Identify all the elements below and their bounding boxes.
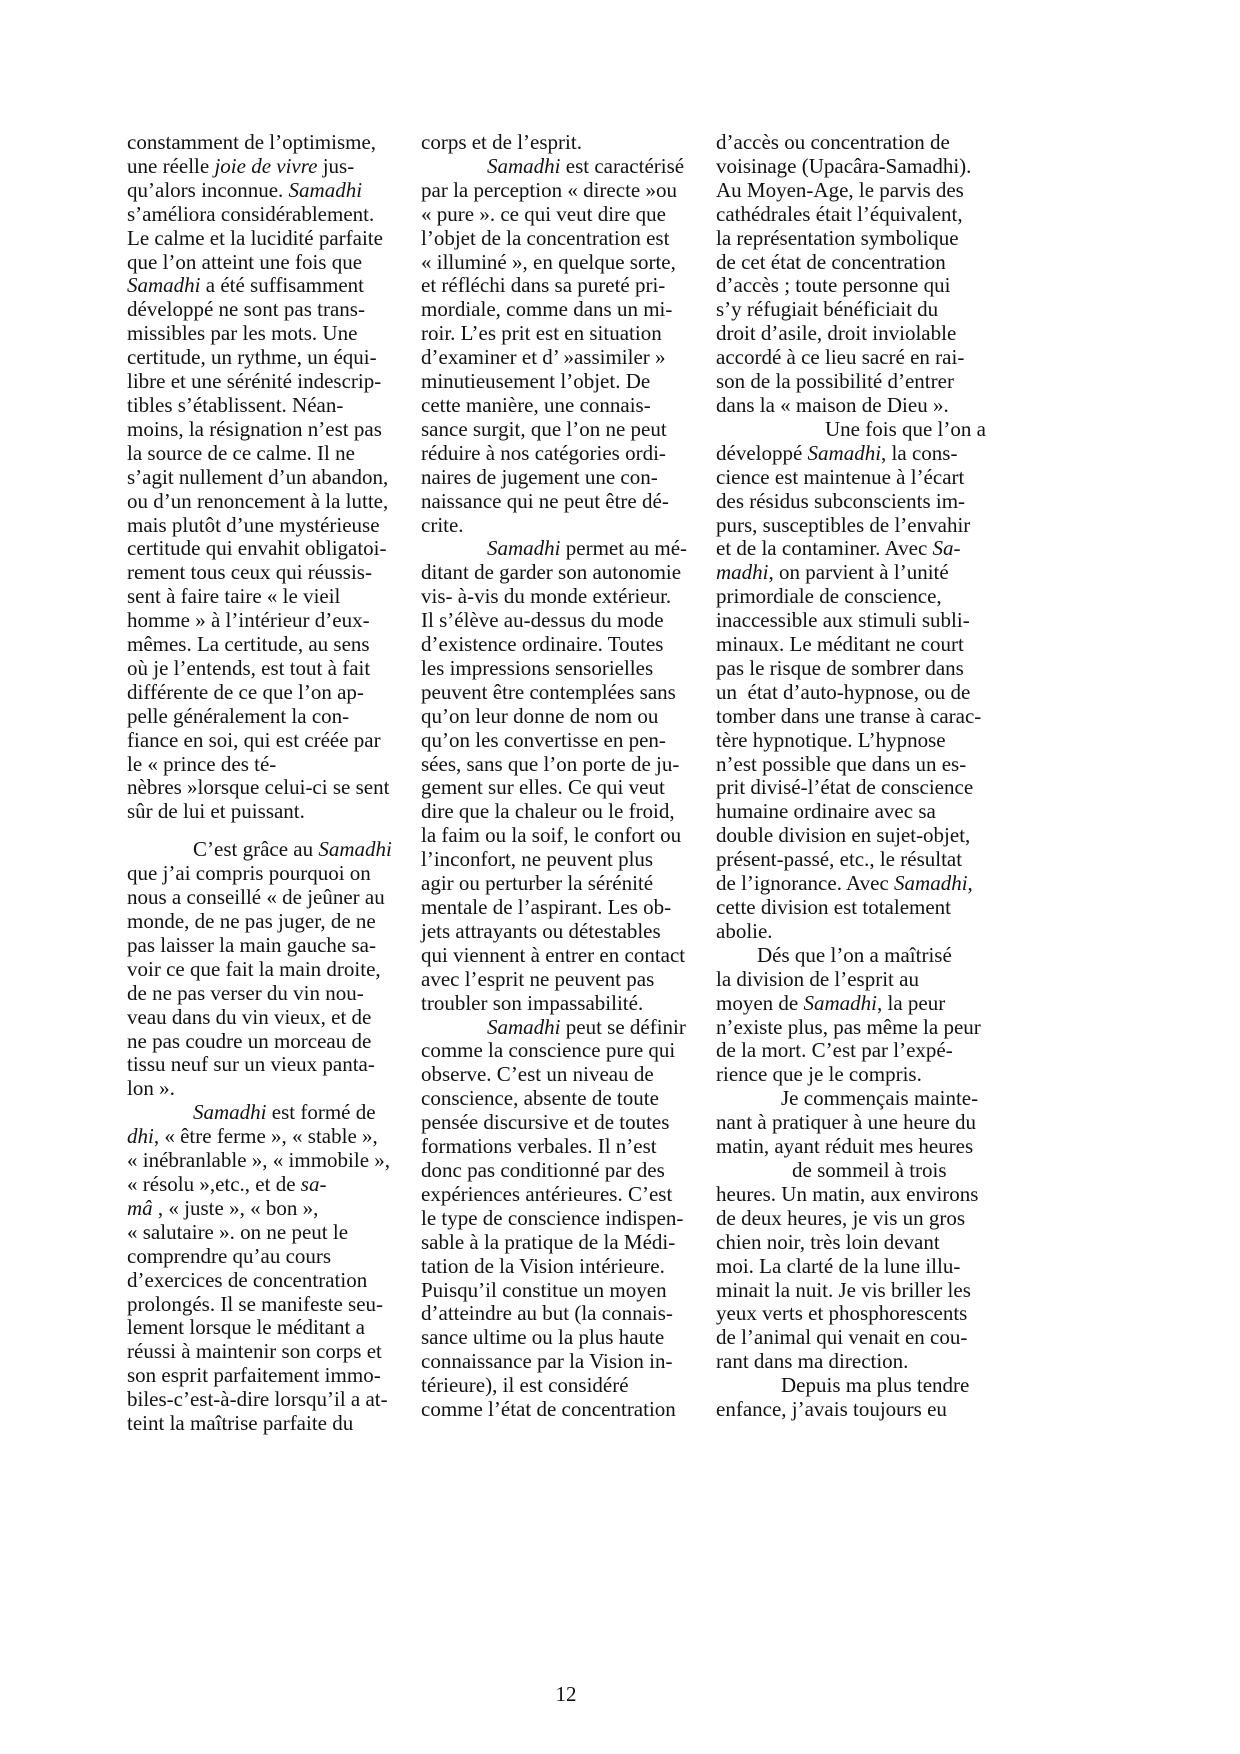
text-line: moyen de Samadhi, la peur <box>716 990 946 1015</box>
text-line: mâ , « juste », « bon », <box>127 1195 319 1220</box>
text-line: fiance en soi, qui est créée par <box>127 727 381 752</box>
text-line: certitude, un rythme, un équi- <box>127 345 377 370</box>
text-line: une réelle joie de vivre jus- <box>127 153 355 178</box>
text-line: térieure), il est considéré <box>421 1373 629 1398</box>
text-line: comme la conscience pure qui <box>421 1038 676 1063</box>
text-line: nèbres »lorsque celui-ci se sent <box>127 775 390 800</box>
text-line: veau dans du vin vieux, et de <box>127 1004 372 1029</box>
text-line: voir ce que fait la main droite, <box>127 956 381 981</box>
text-line: minutieusement l’objet. De <box>421 369 651 394</box>
text-line: abolie. <box>716 918 773 943</box>
text-line: et de la contaminer. Avec Sa- <box>716 536 961 561</box>
text-line: de la mort. C’est par l’expé- <box>716 1038 953 1063</box>
text-line: de cet état de concentration <box>716 249 946 274</box>
text-line: constamment de l’optimisme, <box>127 130 377 154</box>
text-line: mêmes. La certitude, au sens <box>127 632 370 657</box>
text-line: teint la maîtrise parfaite du <box>127 1411 354 1436</box>
text-line: lement lorsque le méditant a <box>127 1315 365 1340</box>
text-line: qu’alors inconnue. Samadhi <box>127 177 363 202</box>
text-line: biles-c’est-à-dire lorsqu’il a at- <box>127 1387 388 1412</box>
text-line: Il s’élève au-dessus du mode <box>421 608 664 633</box>
text-line: tissu neuf sur un vieux panta- <box>127 1052 375 1077</box>
text-line: double division en sujet-objet, <box>716 823 971 848</box>
text-line: « inébranlable », « immobile », <box>127 1148 391 1173</box>
text-line: Au Moyen-Age, le parvis des <box>716 177 964 202</box>
text-line: que j’ai compris pourquoi on <box>127 861 371 886</box>
text-line: et réfléchi dans sa pureté pri- <box>421 273 666 298</box>
text-line: présent-passé, etc., le résultat <box>716 847 963 872</box>
text-line: de sommeil à trois <box>792 1157 947 1182</box>
text-line: comprendre qu’au cours <box>127 1243 332 1268</box>
text-line: sent à faire taire « le vieil <box>127 584 341 609</box>
text-line: Dés que l’on a maîtrisé <box>757 942 952 967</box>
text-line: minait la nuit. Je vis briller les <box>716 1277 971 1302</box>
text-line: missibles par les mots. Une <box>127 321 358 346</box>
text-line: cette division est totalement <box>716 895 952 919</box>
text-line: mais plutôt d’une mystérieuse <box>127 512 380 537</box>
text-line: qu’on leur donne de nom ou <box>421 703 659 728</box>
text-line: peuvent être contemplées sans <box>421 679 676 704</box>
text-line: les impressions sensorielles <box>421 655 654 680</box>
text-line: « pure ». ce qui veut dire que <box>421 201 666 226</box>
text-line: naissance qui ne peut être dé- <box>421 488 669 513</box>
text-line: le type de conscience indispen- <box>421 1205 684 1230</box>
text-line: prolongés. Il se manifeste seu- <box>127 1291 384 1316</box>
text-line: Samadhi est caractérisé <box>487 153 685 178</box>
text-line: naires de jugement une con- <box>421 464 658 489</box>
text-line: ne pas coudre un morceau de <box>127 1028 372 1053</box>
text-line: un état d’auto-hypnose, ou de <box>716 679 971 704</box>
text-line: où je l’entends, est tout à fait <box>127 655 371 680</box>
text-line: sable à la pratique de la Médi- <box>421 1229 676 1254</box>
text-line: Une fois que l’on a <box>825 416 986 441</box>
text-line: différente de ce que l’on ap- <box>127 679 364 704</box>
text-line: donc pas conditionné par des <box>421 1157 665 1182</box>
text-line: corps et de l’esprit. <box>421 130 582 154</box>
text-line: « salutaire ». on ne peut le <box>127 1219 349 1244</box>
text-line: cathédrales était l’équivalent, <box>716 201 963 226</box>
text-line: droit d’asile, droit inviolable <box>716 321 957 346</box>
text-line: s’agit nullement d’un abandon, <box>127 464 389 489</box>
text-line: certitude qui envahit obligatoi- <box>127 536 387 561</box>
text-line: d’existence ordinaire. Toutes <box>421 632 664 657</box>
text-line: voisinage (Upacâra-Samadhi). <box>716 153 972 178</box>
text-line: nous a conseillé « de jeûner au <box>127 885 385 910</box>
text-line: Je commençais mainte- <box>781 1086 979 1111</box>
text-line: tation de la Vision intérieure. <box>421 1253 665 1278</box>
text-line: formations verbales. Il n’est <box>421 1134 657 1159</box>
text-line: chien noir, très loin devant <box>716 1229 940 1254</box>
text-line: pas laisser la main gauche sa- <box>127 932 376 957</box>
text-line: prit divisé-l’état de conscience <box>716 775 974 800</box>
text-line: de l’animal qui venait en cou- <box>716 1325 968 1350</box>
text-line: moins, la résignation n’est pas <box>127 416 382 441</box>
text-line: mordiale, comme dans un mi- <box>421 297 673 322</box>
text-line: troubler son impassabilité. <box>421 990 644 1015</box>
text-line: Puisqu’il constitue un moyen <box>421 1277 667 1302</box>
text-line: humaine ordinaire avec sa <box>716 799 936 824</box>
text-line: madhi, on parvient à l’unité <box>716 560 949 585</box>
text-line: C’est grâce au Samadhi <box>193 837 392 862</box>
text-line: Samadhi permet au mé- <box>487 536 688 561</box>
text-line: d’exercices de concentration <box>127 1267 368 1292</box>
text-line: ou d’un renoncement à la lutte, <box>127 488 389 513</box>
text-line: de l’ignorance. Avec Samadhi, <box>716 871 973 896</box>
text-line: cette manière, une connais- <box>421 392 651 417</box>
text-line: observe. C’est un niveau de <box>421 1062 654 1087</box>
text-line: la représentation symbolique <box>716 225 959 250</box>
text-line: n’existe plus, pas même la peur <box>716 1014 981 1039</box>
text-line: pelle généralement la con- <box>127 703 350 728</box>
text-line: matin, ayant réduit mes heures <box>716 1134 974 1159</box>
text-line: heures. Un matin, aux environs <box>716 1181 979 1206</box>
text-line: développé ne sont pas trans- <box>127 297 365 322</box>
text-line: d’accès ; toute personne qui <box>716 273 951 298</box>
text-line: développé Samadhi, la cons- <box>716 440 958 465</box>
text-line: Depuis ma plus tendre <box>781 1373 970 1398</box>
text-line: homme » à l’intérieur d’eux- <box>127 608 370 633</box>
text-line: moi. La clarté de la lune illu- <box>716 1253 961 1278</box>
page-number: 12 <box>555 1682 577 1706</box>
text-line: vis- à-vis du monde extérieur. <box>421 584 672 609</box>
text-line: dans la « maison de Dieu ». <box>716 392 949 417</box>
text-line: pas le risque de sombrer dans <box>716 655 964 680</box>
text-line: tibles s’établissent. Néan- <box>127 392 344 417</box>
text-line: réduire à nos catégories ordi- <box>421 440 666 465</box>
text-line: roir. L’es prit est en situation <box>421 321 662 346</box>
text-line: d’accès ou concentration de <box>716 130 950 154</box>
text-line: pensée discursive et de toutes <box>421 1110 670 1135</box>
text-line: s’améliora considérablement. <box>127 201 375 226</box>
text-line: « résolu »,etc., et de sa- <box>127 1171 327 1196</box>
text-line: sance ultime ou la plus haute <box>421 1325 665 1350</box>
text-line: primordiale de conscience, <box>716 584 942 609</box>
text-line: qu’on les convertisse en pen- <box>421 727 666 752</box>
text-line: son de la possibilité d’entrer <box>716 369 954 394</box>
text-line: comme l’état de concentration <box>421 1397 676 1422</box>
text-line: dire que la chaleur ou le froid, <box>421 799 675 824</box>
text-line: sées, sans que l’on porte de ju- <box>421 751 680 776</box>
text-line: rement tous ceux qui réussis- <box>127 560 372 585</box>
text-line: Samadhi peut se définir <box>487 1014 686 1039</box>
text-line: Le calme et la lucidité parfaite <box>127 225 383 250</box>
text-line: Samadhi a été suffisamment <box>127 273 364 298</box>
text-line: d’examiner et d’ »assimiler » <box>421 345 666 370</box>
text-line: libre et une sérénité indescrip- <box>127 369 382 394</box>
text-line: de ne pas verser du vin nou- <box>127 980 364 1005</box>
text-line: l’objet de la concentration est <box>421 225 670 250</box>
text-line: yeux verts et phosphorescents <box>716 1301 968 1326</box>
text-line: jets attrayants ou détestables <box>421 918 661 943</box>
text-line: son esprit parfaitement immo- <box>127 1363 381 1388</box>
text-line: purs, susceptibles de l’envahir <box>716 512 971 537</box>
text-column-2 <box>421 131 721 1422</box>
text-line: gement sur elles. Ce qui veut <box>421 775 665 800</box>
text-line: Samadhi est formé de <box>193 1100 376 1125</box>
text-line: des résidus subconscients im- <box>716 488 966 513</box>
text-line: la source de ce calme. Il ne <box>127 440 355 465</box>
text-line: la faim ou la soif, le confort ou <box>421 823 682 848</box>
text-line: d’atteindre au but (la connais- <box>421 1301 673 1326</box>
text-line: tère hypnotique. L’hypnose <box>716 727 946 752</box>
text-line: de deux heures, je vis un gros <box>716 1205 966 1230</box>
text-line: conscience, absente de toute <box>421 1086 659 1111</box>
text-line: par la perception « directe »ou <box>421 177 677 202</box>
text-line: sance surgit, que l’on ne peut <box>421 416 667 441</box>
text-line: tomber dans une transe à carac- <box>716 703 982 728</box>
text-line: l’inconfort, ne peuvent plus <box>421 847 654 872</box>
text-line: « illuminé », en quelque sorte, <box>421 249 676 274</box>
text-line: expériences antérieures. C’est <box>421 1181 673 1206</box>
text-line: mentale de l’aspirant. Les ob- <box>421 895 672 919</box>
text-column-3 <box>716 131 1016 1422</box>
text-line: sûr de lui et puissant. <box>127 799 305 824</box>
text-line: minaux. Le méditant ne court <box>716 632 964 657</box>
text-line: connaissance par la Vision in- <box>421 1349 673 1374</box>
text-line: s’y réfugiait bénéficiait du <box>716 297 939 322</box>
text-line: rience que je le compris. <box>716 1062 922 1087</box>
text-line: n’est possible que dans un es- <box>716 751 967 776</box>
text-column-1 <box>127 131 427 1436</box>
text-line: nant à pratiquer à une heure du <box>716 1110 977 1135</box>
text-line: qui viennent à entrer en contact <box>421 942 686 967</box>
text-line: dhi, « être ferme », « stable », <box>127 1124 378 1149</box>
text-line: le « prince des té- <box>127 751 277 776</box>
text-line: que l’on atteint une fois que <box>127 249 363 274</box>
text-line: monde, de ne pas juger, de ne <box>127 909 376 933</box>
text-line: ditant de garder son autonomie <box>421 560 682 585</box>
text-line: accordé à ce lieu sacré en rai- <box>716 345 965 370</box>
text-line: la division de l’esprit au <box>716 966 919 991</box>
text-line: enfance, j’avais toujours eu <box>716 1397 947 1422</box>
text-line: inaccessible aux stimuli subli- <box>716 608 970 633</box>
text-line: crite. <box>421 512 464 537</box>
text-line: avec l’esprit ne peuvent pas <box>421 966 655 991</box>
text-line: lon ». <box>127 1076 175 1101</box>
text-line: réussi à maintenir son corps et <box>127 1339 382 1364</box>
text-line: cience est maintenue à l’écart <box>716 464 965 489</box>
text-line: rant dans ma direction. <box>716 1349 909 1374</box>
text-line: agir ou perturber la sérénité <box>421 871 654 896</box>
